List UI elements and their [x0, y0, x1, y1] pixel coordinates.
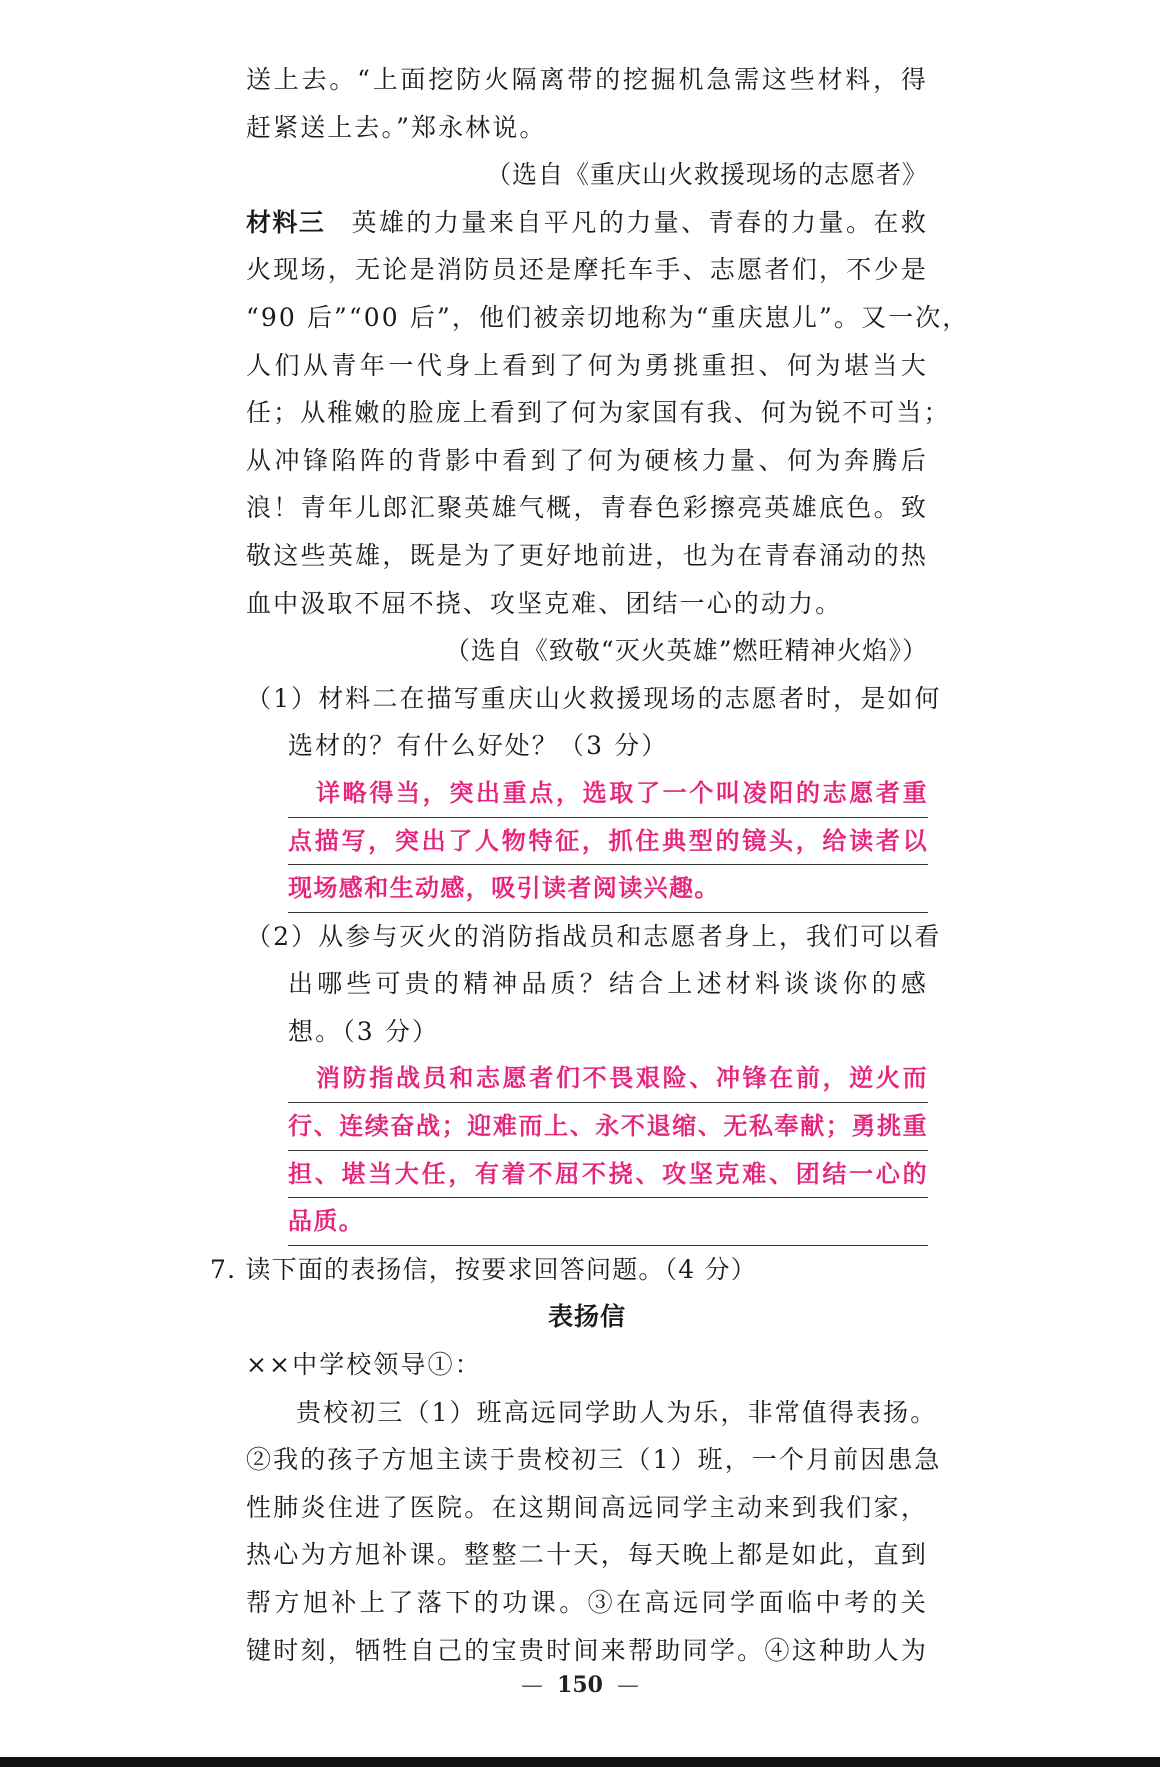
letter-line: ②我的孩子方旭主读于贵校初三（1）班，一个月前因患急: [246, 1445, 942, 1475]
text-line: 敬这些英雄，既是为了更好地前进，也为在青春涌动的热: [246, 540, 928, 570]
question-2-stem: （2）从参与灭火的消防指战员和志愿者身上，我们可以看: [246, 921, 942, 951]
page-content: [210, 56, 970, 1674]
answer-line: 现场感和生动感，吸引读者阅读兴趣。: [288, 865, 928, 913]
footer-dash: —: [616, 1673, 639, 1698]
letter-salutation: ××中学校领导①：: [246, 1350, 482, 1380]
question-1-stem: （1）材料二在描写重庆山火救援现场的志愿者时，是如何: [246, 683, 942, 713]
letter-title: 表扬信: [547, 1302, 626, 1332]
answer-line: 品质。: [288, 1198, 928, 1246]
text-line: 送上去。“上面挖防火隔离带的挖掘机急需这些材料，得: [246, 65, 928, 94]
answer-line: 点描写，突出了人物特征，抓住典型的镜头，给读者以: [288, 818, 928, 866]
letter-line: 贵校初三（1）班高远同学助人为乐，非常值得表扬。: [296, 1397, 938, 1427]
answer-line: 行、连续奋战；迎难而上、永不退缩、无私奉献；勇挑重: [288, 1103, 928, 1151]
answer-line: 详略得当，突出重点，选取了一个叫凌阳的志愿者重: [288, 770, 928, 818]
material-three-line: [246, 199, 928, 247]
letter-line: 键时刻，牺牲自己的宝贵时间来帮助同学。④这种助人为: [246, 1635, 928, 1665]
letter-line: 帮方旭补上了落下的功课。③在高远同学面临中考的关: [246, 1588, 928, 1617]
question-2-stem: 想。（3 分）: [288, 1016, 440, 1046]
text-line: 从冲锋陷阵的背影中看到了何为硬核力量、何为奔腾后: [246, 445, 928, 475]
text-line: “90 后”“00 后”，他们被亲切地称为“重庆崽儿”。又一次，: [246, 302, 970, 332]
letter-line: 热心为方旭补课。整整二十天，每天晚上都是如此，直到: [246, 1540, 928, 1570]
text-line: 人们从青年一代身上看到了何为勇挑重担、何为堪当大: [246, 350, 928, 380]
text-line: 赶紧送上去。”郑永林说。: [246, 112, 547, 142]
bottom-edge-bar: [0, 1757, 1160, 1767]
letter-line: 性肺炎住进了医院。在这期间高远同学主动来到我们家，: [246, 1492, 928, 1522]
question-2-stem: 出哪些可贵的精神品质？结合上述材料谈谈你的感: [288, 969, 928, 999]
text-line: 英雄的力量来自平凡的力量、青春的力量。在救: [351, 207, 928, 237]
answer-line: 担、堪当大任，有着不屈不挠、攻坚克难、团结一心的: [288, 1151, 928, 1199]
source-citation: （选自《致敬“灭火英雄”燃旺精神火焰》）: [444, 636, 928, 666]
question-1-stem: 选材的？有什么好处？（3 分）: [288, 731, 669, 761]
answer-line: 消防指战员和志愿者们不畏艰险、冲锋在前，逆火而: [288, 1055, 928, 1103]
question-7-stem: 7. 读下面的表扬信，按要求回答问题。（4 分）: [210, 1254, 757, 1284]
text-line: 浪！青年儿郎汇聚英雄气概，青春色彩擦亮英雄底色。致: [246, 493, 928, 523]
text-line: 任；从稚嫩的脸庞上看到了何为家国有我、何为锐不可当；: [246, 398, 951, 428]
source-citation: （选自《重庆山火救援现场的志愿者》: [485, 160, 928, 190]
text-line: 血中汲取不屈不挠、攻坚克难、团结一心的动力。: [246, 588, 843, 618]
text-line: 火现场，无论是消防员还是摩托车手、志愿者们，不少是: [246, 255, 928, 285]
material-three-label: 材料三: [246, 207, 326, 237]
page-number: 150: [557, 1672, 603, 1698]
page-footer: [0, 1672, 1160, 1698]
footer-dash: —: [521, 1673, 544, 1698]
